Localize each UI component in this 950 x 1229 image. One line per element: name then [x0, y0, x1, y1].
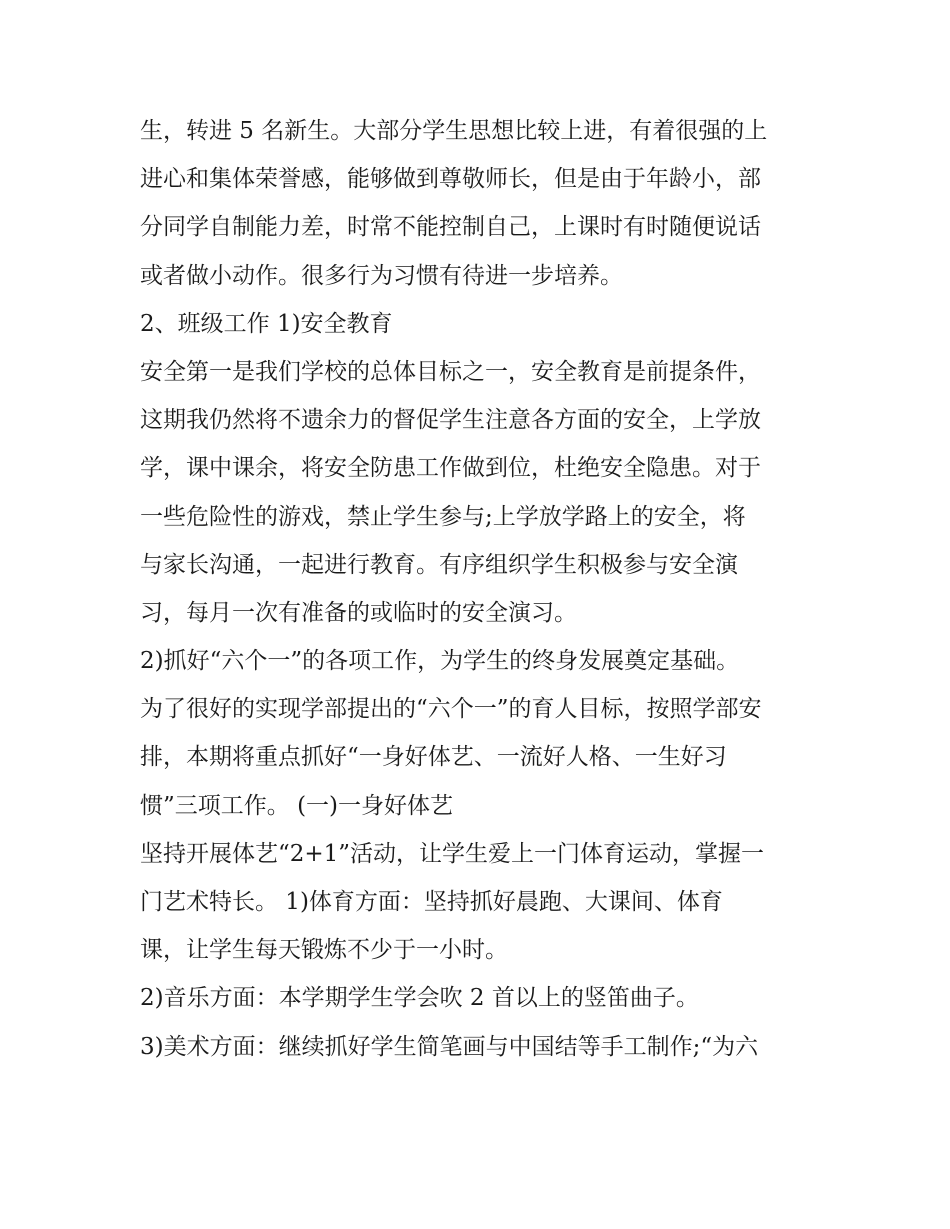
text-line: 2)抓好“六个一”的各项工作，为学生的终身发展奠定基础。	[140, 648, 740, 675]
text-line: 学，课中课余，将安全防患工作做到位，杜绝安全隐患。对于	[140, 455, 761, 482]
document-body	[140, 107, 830, 1071]
text-line: 课，让学生每天锻炼不少于一小时。	[140, 937, 508, 964]
text-line: 习，每月一次有准备的或临时的安全演习。	[140, 599, 577, 626]
section-heading: 2、班级工作 1)安全教育	[140, 310, 393, 337]
text-line: 这期我仍然将不遗余力的督促学生注意各方面的安全，上学放	[140, 407, 761, 434]
text-line: 惯”三项工作。 (一)一身好体艺	[140, 792, 454, 819]
text-line: 或者做小动作。很多行为习惯有待进一步培养。	[140, 262, 623, 289]
text-line: 坚持开展体艺“2+1”活动，让学生爱上一门体育运动，掌握一	[140, 840, 765, 867]
text-line: 安全第一是我们学校的总体目标之一，安全教育是前提条件，	[140, 358, 761, 385]
text-line: 分同学自制能力差，时常不能控制自己，上课时有时随便说话	[140, 214, 761, 241]
text-line: 生，转进 5 名新生。大部分学生思想比较上进，有着很强的上	[140, 118, 768, 144]
text-line: 为了很好的实现学部提出的“六个一”的育人目标，按照学部安	[140, 696, 762, 723]
text-line: 与家长沟通，一起进行教育。有序组织学生积极参与安全演	[140, 551, 738, 578]
text-line: 3)美术方面：继续抓好学生简笔画与中国结等手工制作;“为六	[140, 1033, 759, 1060]
text-line: 门艺术特长。 1)体育方面：坚持抓好晨跑、大课间、体育	[140, 889, 723, 915]
text-line: 2)音乐方面：本学期学生学会吹 2 首以上的竖笛曲子。	[140, 985, 699, 1012]
text-line: 一些危险性的游戏，禁止学生参与;上学放学路上的安全，将	[140, 503, 746, 530]
text-line: 进心和集体荣誉感，能够做到尊敬师长，但是由于年龄小，部	[140, 166, 761, 193]
text-line: 排，本期将重点抓好“一身好体艺、一流好人格、一生好习	[140, 744, 727, 771]
